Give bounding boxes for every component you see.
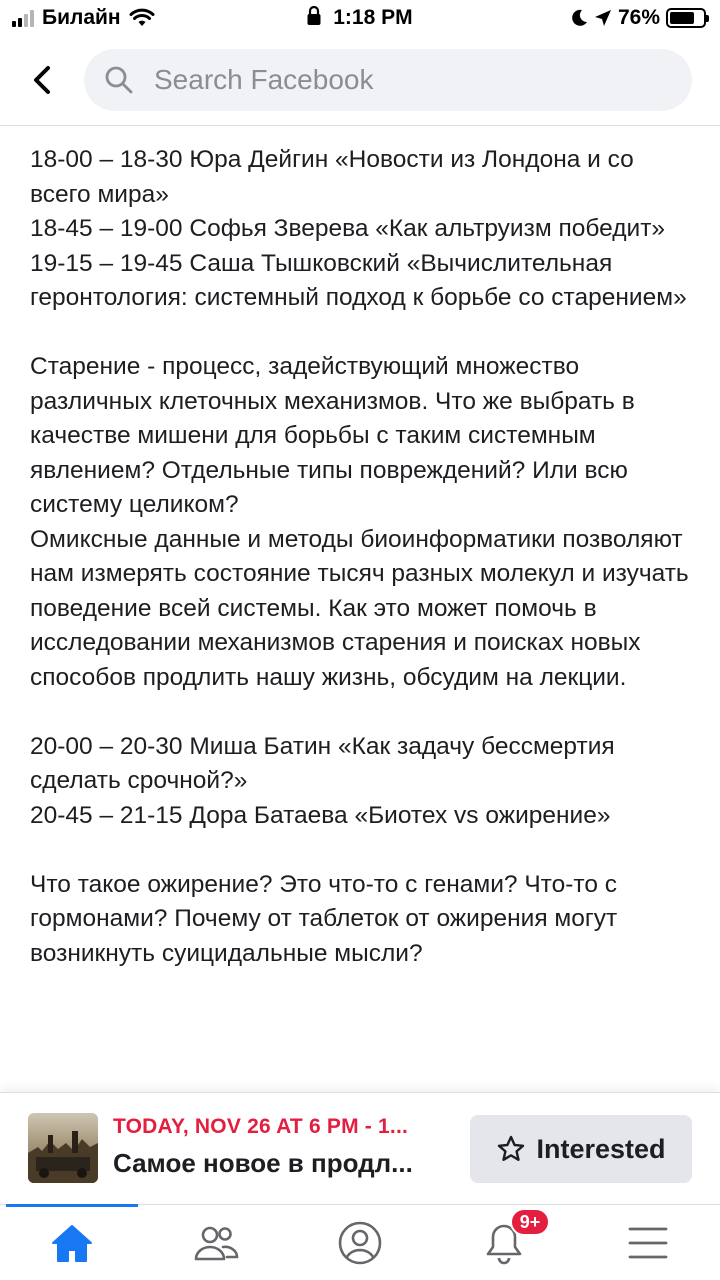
friends-icon [193,1223,239,1263]
search-bar[interactable] [84,49,692,111]
carrier-name: Билайн [42,6,121,29]
location-arrow-icon [594,9,612,27]
post-paragraph: Омиксные данные и методы биоинформатики позволяют нам измерять состояние тысяч разных молекул и изучать поведение всей системы. Как это может помочь в исследовании механизмов старения и поисках новых способов продлить нашу жизнь, обсудим на лекции. [30,525,689,691]
post-paragraph: 18-45 – 19-00 Софья Зверева «Как альтруизм победит» [30,215,666,242]
battery-icon [666,8,706,28]
menu-icon [628,1225,668,1261]
post-paragraph: Что такое ожирение? Это что-то с генами? Что-то с гормонами? Почему от таблеток от ожирения могут возникнуть суицидальные мысли? [30,870,618,967]
interested-label: Interested [536,1133,666,1164]
interested-button[interactable] [470,1115,692,1183]
star-icon [496,1134,526,1164]
event-title[interactable]: Самое новое в продл... [113,1148,413,1178]
profile-icon [337,1220,383,1266]
back-arrow-icon [31,65,53,95]
lock-icon [307,6,321,32]
event-thumbnail[interactable] [28,1113,98,1183]
post-paragraph: 18-00 – 18-30 Юра Дейгин «Новости из Лондона и со всего мира» [30,146,634,208]
moon-icon [570,9,588,27]
bottom-tab-bar [0,1204,720,1280]
battery-percent: 76% [617,6,660,29]
search-icon [104,65,134,95]
status-bar [0,0,720,36]
top-header [0,36,720,126]
status-right [570,6,706,30]
post-paragraph: Старение - процесс, задействующий множество различных клеточных механизмов. Что же выбрать в качестве мишени для борьбы с таким системным явлением? Отдельные типы повреждений? Или всю систему целиком? [30,353,635,518]
tab-notifications[interactable] [432,1205,576,1280]
notifications-badge: 9+ [510,1208,550,1236]
paragraph-gap [30,695,700,730]
post-paragraph: 19-15 – 19-45 Саша Тышковский «Вычислительная геронтология: системный подход к борьбе со старением» [30,249,687,311]
post-paragraph: 20-45 – 21-15 Дора Батаева «Биотех vs ожирение» [30,801,611,829]
paragraph-gap [30,833,700,868]
tab-menu[interactable] [576,1205,720,1280]
post-paragraph: 20-00 – 20-30 Миша Батин «Как задачу бессмертия сделать срочной?» [30,732,615,794]
tab-profile[interactable] [288,1205,432,1280]
battery-fill [670,12,694,24]
back-button[interactable] [22,60,62,100]
paragraph-gap [30,316,700,351]
search-input[interactable] [154,64,634,96]
status-time: 1:18 PM [333,6,413,29]
tab-friends[interactable] [144,1205,288,1280]
event-date: TODAY, NOV 26 AT 6 PM - 1... [113,1115,409,1138]
post-text [30,143,700,1093]
event-bar[interactable] [0,1092,720,1204]
home-icon [50,1223,94,1263]
tab-home[interactable] [0,1205,144,1280]
